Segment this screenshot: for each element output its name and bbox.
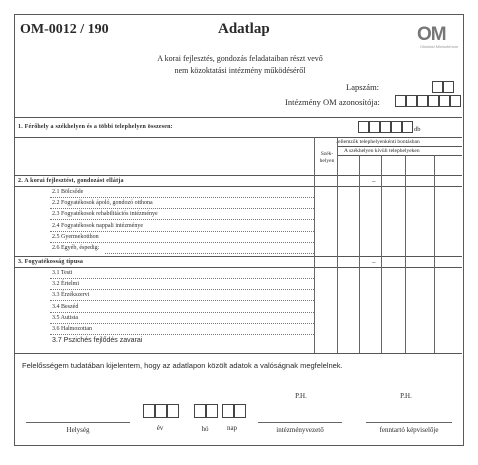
om-id-box-3[interactable] [417, 95, 428, 107]
grid-col-3 [359, 155, 360, 353]
row-line [50, 278, 314, 279]
row-line [50, 300, 314, 301]
om-id-box-2[interactable] [406, 95, 417, 107]
grid-col-5 [405, 155, 406, 353]
logo-text: OM [417, 24, 446, 45]
item-2-5: 2.5 Gyermekotthon [52, 234, 99, 240]
row-line [50, 323, 314, 324]
row-line [50, 231, 314, 232]
om-id-label: Intézmény OM azonosítója: [285, 97, 380, 107]
month-box-1[interactable] [194, 404, 206, 418]
capacity-box-2[interactable] [369, 121, 380, 133]
item-2-6: 2.6 Egyéb, éspedig: [52, 245, 100, 251]
item-3-3: 3.3 Érzékszervi [52, 292, 90, 298]
om-id-box-4[interactable] [428, 95, 439, 107]
item-3-7: 3.7 Pszichés fejlődés zavarai [52, 337, 143, 344]
item-3-4: 3.4 Beszéd [52, 304, 79, 310]
logo-subtext: Oktatási Minisztérium [420, 44, 459, 49]
section-2-header-line [14, 186, 462, 187]
row-line [50, 208, 314, 209]
section-2-dash: – [372, 177, 376, 185]
lapszam-box-1[interactable] [432, 81, 443, 93]
item-3-5: 3.5 Autista [52, 315, 79, 321]
maintainer-label: fenntartó képviselője [379, 426, 439, 434]
table-bottom-line [14, 353, 462, 354]
section-2-title: 2. A korai fejlesztést, gondozást ellátja [18, 178, 124, 184]
declaration-text: Felelősségem tudatában kijelentem, hogy az adatlapon közölt adatok a valóságnak megfelelnek. [22, 361, 343, 370]
om-id-box-1[interactable] [395, 95, 406, 107]
column-header-main: Jellemzők telephelyenkénti bontásban [336, 139, 420, 145]
section-3-top-line [14, 256, 462, 257]
row-line [50, 312, 314, 313]
column-header-line-2 [337, 155, 462, 156]
director-label: intézményvezető [276, 426, 324, 434]
maintainer-signature-line[interactable] [366, 422, 452, 423]
item-2-1: 2.1 Bölcsőde [52, 189, 84, 195]
stamp-label-2: P.H. [400, 392, 412, 400]
table-top-line [14, 117, 462, 118]
year-box-3[interactable] [167, 404, 179, 418]
place-label: Helység [66, 426, 90, 434]
item-2-4: 2.4 Fogyatékosok nappali intézménye [52, 223, 143, 229]
year-label: év [156, 424, 164, 432]
section-3-header-line [14, 267, 462, 268]
item-2-3: 2.3 Fogyatékosok rehabilitációs intézménye [52, 211, 158, 217]
place-signature-line[interactable] [26, 422, 130, 423]
om-logo [416, 24, 460, 52]
subtitle-line-2: nem közoktatási intézmény működéséről [174, 66, 306, 75]
month-box-2[interactable] [206, 404, 218, 418]
day-label: nap [226, 424, 238, 432]
month-label: hó [201, 425, 209, 433]
item-3-6: 3.6 Halmozottan [52, 326, 92, 332]
grid-col-1 [314, 137, 315, 353]
row-line [50, 242, 314, 243]
section-1-title: 1. Férőhely a székhelyen és a többi telephelyen összesen: [18, 124, 173, 130]
day-box-2[interactable] [234, 404, 246, 418]
section-3-dash: – [372, 258, 376, 266]
year-box-1[interactable] [143, 404, 155, 418]
column-header-other: A székhelyen kívüli telephelyeken [344, 148, 420, 154]
column-header-szekhely: Szék-helyen [319, 151, 335, 164]
stamp-label-1: P.H. [295, 392, 307, 400]
item-2-2: 2.2 Fogyatékosok ápoló, gondozó otthona [52, 200, 153, 206]
capacity-box-3[interactable] [380, 121, 391, 133]
row-line [50, 334, 314, 335]
item-3-2: 3.2 Értelmi [52, 281, 79, 287]
column-header-line-1 [337, 146, 462, 147]
item-3-1: 3.1 Testi [52, 270, 73, 276]
day-box-1[interactable] [222, 404, 234, 418]
form-frame [14, 14, 464, 446]
section-2-top-line [14, 175, 462, 176]
form-code: OM-0012 / 190 [20, 22, 109, 37]
grid-col-4 [381, 155, 382, 353]
year-box-2[interactable] [155, 404, 167, 418]
capacity-box-4[interactable] [391, 121, 402, 133]
director-signature-line[interactable] [258, 422, 342, 423]
section-1-bottom-line [14, 137, 462, 138]
om-id-box-6[interactable] [450, 95, 461, 107]
grid-col-2 [337, 137, 338, 353]
lapszam-label: Lapszám: [346, 82, 380, 92]
subtitle-line-1: A korai fejlesztés, gondozás feladataiban részt vevő [157, 54, 323, 63]
subtitle [120, 53, 360, 77]
egyeb-fill-line[interactable] [105, 253, 314, 254]
page-title: Adatlap [218, 21, 270, 37]
grid-col-6 [434, 155, 435, 353]
lapszam-box-2[interactable] [443, 81, 454, 93]
row-line [50, 197, 314, 198]
om-id-box-5[interactable] [439, 95, 450, 107]
capacity-box-5[interactable] [402, 121, 413, 133]
row-line [50, 219, 314, 220]
row-line [50, 289, 314, 290]
capacity-unit: db [414, 126, 421, 133]
capacity-box-1[interactable] [358, 121, 369, 133]
section-3-title: 3. Fogyatékosság típusa [18, 259, 84, 265]
